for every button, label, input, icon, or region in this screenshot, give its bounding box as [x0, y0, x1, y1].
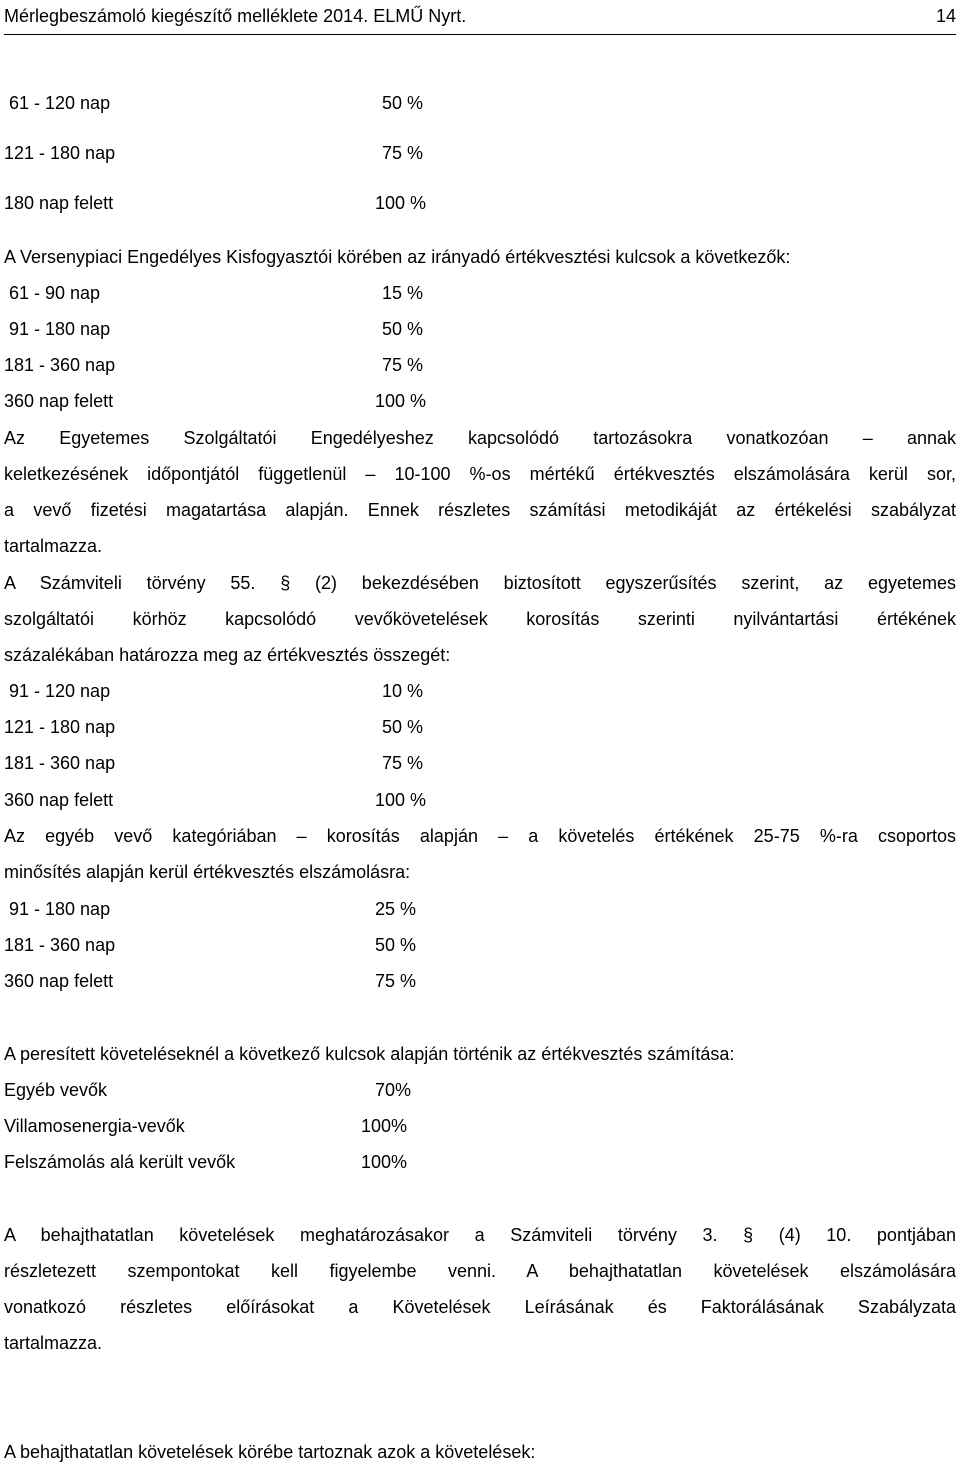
- row-value: 50 %: [382, 319, 424, 339]
- paragraph-line: A behajthatatlan követelések meghatározásakor a Számviteli törvény 3. § (4) 10. pontjában: [4, 1225, 956, 1245]
- row-value: 50 %: [375, 935, 417, 955]
- row-label: Felszámolás alá került vevők: [4, 1152, 236, 1172]
- row-value: 70%: [375, 1080, 412, 1100]
- row-value: 100%: [361, 1152, 408, 1172]
- document-title: Mérlegbeszámoló kiegészítő melléklete 2014. ELMŰ Nyrt.: [4, 6, 467, 26]
- paragraph-line: vonatkozó részletes előírásokat a Követelések Leírásának és Faktorálásának Szabályzata: [4, 1297, 956, 1317]
- row-label: 360 nap felett: [4, 391, 114, 411]
- row-value: 50 %: [382, 93, 424, 113]
- row-label: 91 - 180 nap: [9, 899, 111, 919]
- row-label: 91 - 180 nap: [9, 319, 111, 339]
- row-value: 100 %: [375, 391, 427, 411]
- row-value: 100%: [361, 1116, 408, 1136]
- paragraph-line: tartalmazza.: [4, 536, 103, 556]
- paragraph: A Versenypiaci Engedélyes Kisfogyasztói körében az irányadó értékvesztési kulcsok a következők:: [4, 247, 791, 267]
- row-label: 180 nap felett: [4, 193, 114, 213]
- page-header: [4, 4, 956, 35]
- row-value: 75 %: [382, 355, 424, 375]
- row-value: 100 %: [375, 790, 427, 810]
- paragraph: A behajthatatlan követelések körébe tartoznak azok a követelések:: [4, 1442, 536, 1462]
- paragraph-line: A Számviteli törvény 55. § (2) bekezdésében biztosított egyszerűsítés szerint, az egyetemes: [4, 573, 956, 593]
- paragraph-line: százalékában határozza meg az értékvesztés összegét:: [4, 645, 451, 665]
- row-label: Villamosenergia-vevők: [4, 1116, 185, 1136]
- page-number: 14: [935, 6, 956, 26]
- row-value: 15 %: [382, 283, 424, 303]
- row-label: 121 - 180 nap: [4, 717, 116, 737]
- paragraph-line: szolgáltatói körhöz kapcsolódó vevőkövetelések korosítás szerinti nyilvántartási értékének: [4, 609, 956, 629]
- row-value: 25 %: [375, 899, 417, 919]
- row-value: 100 %: [375, 193, 427, 213]
- row-label: 181 - 360 nap: [4, 935, 116, 955]
- paragraph-line: Az Egyetemes Szolgáltatói Engedélyeshez kapcsolódó tartozásokra vonatkozóan – annak: [4, 428, 956, 448]
- row-label: 91 - 120 nap: [9, 681, 111, 701]
- paragraph-line: tartalmazza.: [4, 1333, 103, 1353]
- paragraph-line: részletezett szempontokat kell figyelembe venni. A behajthatatlan követelések elszámolására: [4, 1261, 956, 1281]
- row-label: 61 - 120 nap: [9, 93, 111, 113]
- row-value: 10 %: [382, 681, 424, 701]
- paragraph-line: keletkezésének időpontjától függetlenül – 10-100 %-os mértékű értékvesztés elszámolására kerül sor,: [4, 464, 956, 484]
- row-value: 50 %: [382, 717, 424, 737]
- row-label: 360 nap felett: [4, 790, 114, 810]
- row-label: 181 - 360 nap: [4, 753, 116, 773]
- paragraph-line: Az egyéb vevő kategóriában – korosítás alapján – a követelés értékének 25-75 %-ra csoportos: [4, 826, 956, 846]
- row-label: 121 - 180 nap: [4, 143, 116, 163]
- row-label: 181 - 360 nap: [4, 355, 116, 375]
- paragraph-line: minősítés alapján kerül értékvesztés elszámolásra:: [4, 862, 411, 882]
- row-value: 75 %: [382, 753, 424, 773]
- row-label: Egyéb vevők: [4, 1080, 108, 1100]
- row-value: 75 %: [375, 971, 417, 991]
- row-value: 75 %: [382, 143, 424, 163]
- paragraph: A peresített követeléseknél a következő kulcsok alapján történik az értékvesztés számítása:: [4, 1044, 735, 1064]
- row-label: 360 nap felett: [4, 971, 114, 991]
- paragraph-line: a vevő fizetési magatartása alapján. Ennek részletes számítási metodikáját az értékelési szabályzat: [4, 500, 956, 520]
- row-label: 61 - 90 nap: [9, 283, 101, 303]
